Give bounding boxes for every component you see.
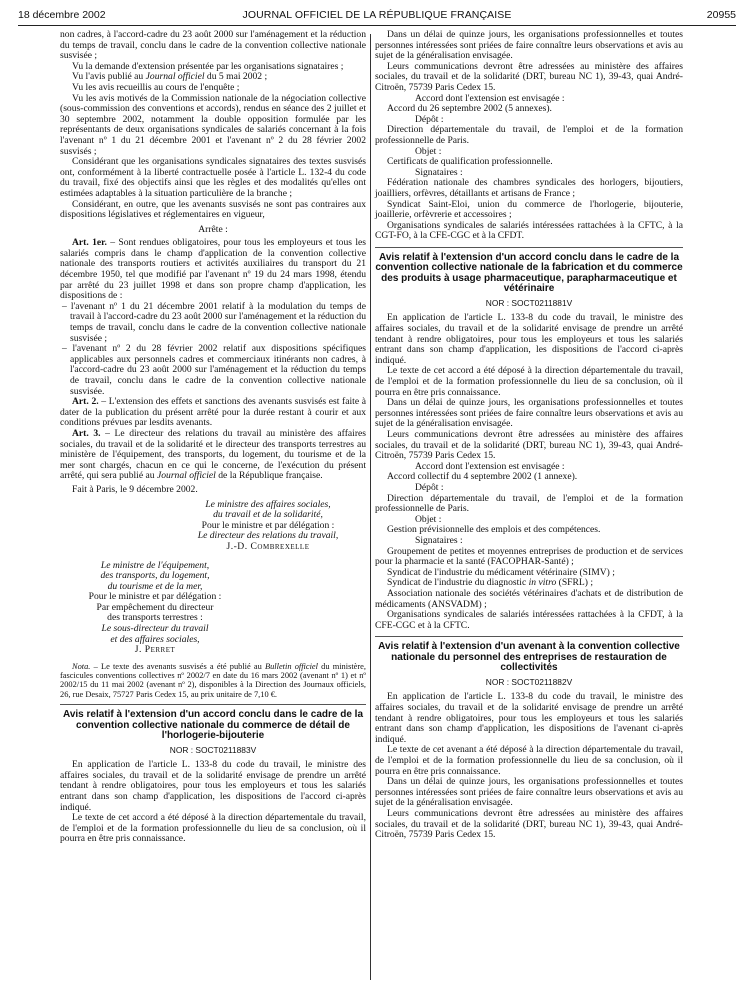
text-run: Syndicat de l'industrie du diagnostic [387,577,529,589]
field-value: Accord du 26 septembre 2002 (5 annexes). [387,103,552,115]
nota-note [60,662,366,699]
field-label: Signataires : [415,534,463,546]
signature-block-1 [170,500,366,553]
paragraph: Dans un délai de quinze jours, les organisations professionnelles et toutes personnes intéressées sont priées de faire connaître leurs observations et avis au sujet de la généralisation envisagée. [375,29,683,62]
signatory: Groupement de petites et moyennes entreprises de production et de services pour la pharmacie et la santé (FACOPHAR-Santé) ; [375,545,683,568]
signature-line: du tourisme et de la mer, [107,580,203,592]
signatory: Fédération nationale des chambres syndicales des horlogers, bijoutiers, joailliers, orfèvres, détaillants et artisans de France ; [375,177,683,199]
field-value: Certificats de qualification professionnelle. [387,156,553,168]
header-journal-title: JOURNAL OFFICIEL DE LA RÉPUBLIQUE FRANÇAISE [242,9,512,21]
article-1 [60,238,366,302]
signature-line: Pour le ministre et par délégation : [88,591,222,603]
column-divider [370,34,371,980]
list-item: – l'avenant nº 1 du 21 décembre 2001 relatif à la modulation du temps de travail à l'accord-cadre du 23 août 2000 sur l'aménagement et la réduction du temps de travail, conclu dans le cadre de la convention collective nationale susvisée ; [62,300,366,344]
paragraph: En application de l'article L. 133-8 du code du travail, le ministre des affaires sociales, du travail et de la solidarité envisage de prendre un arrêté tendant à rendre obligatoires, pour tous les employeurs et tous les salariés entrant dans son champ d'application, les dispositions de l'accord ci-après indiqué. [60,759,366,813]
nor-reference: NOR : SOCT0211882V [485,676,573,687]
signature-line: Le ministre de l'équipement, [100,559,210,571]
header-rule [18,25,736,26]
left-column [60,30,366,845]
signature-line: Le ministre des affaires sociales, [205,498,331,510]
signing-date: Fait à Paris, le 9 décembre 2002. [72,483,198,495]
paragraph: Le texte de cet accord a été déposé à la direction départementale du travail, de l'emploi et de la formation professionnelle du lieu de sa conclusion, où il pourra en être pris connaissance. [375,365,683,398]
nor-reference: NOR : SOCT0211883V [169,744,257,755]
text-run: – Le texte des avenants susvisés a été publié au [90,661,265,671]
section-divider [60,704,366,705]
text-run: du ministère, fascicules conventions collectives nº 2002/7 en date du 16 mars 2002 (avenant nº 1) et nº 2002/15 du 11 mai 2002 (avenant nº 2), disponibles à la Direction des Journaux officiels, 26, rue Desaix, 75727 Paris Cedex 15, au prix unitaire de 7,10 €. [60,661,366,699]
field-label: Objet : [415,513,442,525]
signature-line: des transports, du logement, [100,570,210,582]
note-label: Nota. [72,661,91,671]
paragraph: Leurs communications devront être adressées au ministère des affaires sociales, du travail et de la solidarité (DRT, bureau NC 1), 39-43, quai André-Citroën, 75739 Paris Cedex 15. [375,60,683,93]
field-value: Direction départementale du travail, de l'emploi et de la formation professionnelle de Paris. [375,492,683,515]
signature-block-2 [60,561,250,656]
signature-line: Par empêchement du directeur [96,601,214,613]
avis-title: Avis relatif à l'extension d'un avenant à la convention collective nationale du personnel des entreprises de restauration de collectivités [378,641,680,674]
paragraph: Dans un délai de quinze jours, les organisations professionnelles et toutes personnes intéressées sont priées de faire connaître leurs observations et avis au sujet de la généralisation envisagée. [375,397,683,430]
field-label: Dépôt : [415,113,444,125]
paragraph: Vu les avis recueillis au cours de l'enquête ; [72,81,240,93]
field-value: Direction départementale du travail, de l'emploi et de la formation professionnelle de Paris. [375,124,683,146]
text-run: – Sont rendues obligatoires, pour tous les employeurs et tous les salariés compris dans le champ d'application de la convention collective nationale des transports routiers et activités auxiliaires du transport du 21 décembre 1950, tel que modifié par l'avenant nº 19 du 24 mars 1998, étendu par arrêté du 23 juillet 1998 et dans son propre champ d'application, les dispositions de : [60,237,366,302]
field-label: Accord dont l'extension est envisagée : [415,460,565,472]
signature-line: Pour le ministre et par délégation : [201,519,335,531]
signatory: Organisations syndicales de salariés intéressées rattachées à la CFDT, à la CFE-CGC et à la CFTC. [375,609,683,631]
section-divider [375,636,683,637]
paragraph: non cadres, à l'accord-cadre du 23 août 2000 sur l'aménagement et la réduction du temps de travail, conclu dans le cadre de la convention collective nationale susvisée ; [60,29,366,62]
signatory: Syndicat Saint-Eloi, union du commerce de l'horlogerie, bijouterie, joaillerie, orfèvrerie et accessoires ; [375,198,683,221]
signatory: Association nationale des sociétés vétérinaires d'achats et de distribution de médicaments (ANSVADM) ; [375,587,683,610]
header-date: 18 décembre 2002 [18,9,106,21]
paragraph: Considérant que les organisations syndicales signataires des textes susvisés ont, conformément à la liberté contractuelle posée à l'article L. 132-4 du code du travail, fixé des objectifs ainsi que les règles et des modalités qu'elles ont estimées adaptables à la situation particulière de la branche ; [60,156,366,199]
text-run: – L'extension des effets et sanctions des avenants susvisés est faite à dater de la publication du présent arrêté pour la durée restant à courir et aux conditions prévues par lesdits avenants. [60,396,367,429]
article-label: Art. 3. [72,427,101,439]
header-page-number: 20955 [706,9,736,21]
avis-title: Avis relatif à l'extension d'un accord conclu dans le cadre de la convention collective nationale du commerce de détail de l'horlogerie-bijouterie [62,709,364,742]
right-column [375,30,683,841]
field-value: Gestion prévisionnelle des emplois et des compétences. [387,524,601,536]
paragraph: Considérant, en outre, que les avenants susvisés ne sont pas contraires aux dispositions législatives et réglementaires en vigueur, [60,198,366,221]
paragraph: Vu les avis motivés de la Commission nationale de la négociation collective (sous-commission des conventions et accords), rendus en séance des 2 juillet et 30 septembre 2002, notamment la double opposition formulée par les représentants de deux organisations syndicales de salariés concernant à la fois l'avenant nº 1 du 21 décembre 2001 et l'avenant nº 2 du 28 février 2002 susvisés ; [60,92,366,157]
list-item: – l'avenant nº 2 du 28 février 2002 relatif aux dispositions spécifiques applicables aux personnels cadres et commerciaux itinérants non cadres, à l'accord-cadre du 23 août 2000 sur l'aménagement et la réduction du temps de travail, conclu dans le cadre de la convention collective nationale susvisée. [62,343,366,397]
signature-line: des transports terrestres : [107,612,203,624]
paragraph: Vu la demande d'extension présentée par les organisations signataires ; [72,60,344,72]
field-value: Accord collectif du 4 septembre 2002 (1 annexe). [387,471,578,483]
journal-reference: Journal officiel [156,470,216,482]
page-header [18,9,736,23]
bulletin-reference: Bulletin officiel [265,661,318,671]
latin-term: in vitro [528,577,557,589]
text-run: – Le directeur des relations du travail au ministère des affaires sociales, du travail et de la solidarité et le directeur des transports terrestres au ministère de l'équipement, des transports, du logement, du tourisme et de la mer sont chargés, chacun en ce qui le concerne, de l'exécution du présent arrêté, qui sera publié au [60,427,367,482]
paragraph: Leurs communications devront être adressées au ministère des affaires sociales, du travail et de la solidarité (DRT, bureau NC 1), 39-43, quai André-Citroën, 75739 Paris Cedex 15. [375,429,683,462]
arrete-heading: Arrête : [198,223,228,235]
signatory: Syndicat de l'industrie du médicament vétérinaire (SIMV) ; [387,566,615,578]
paragraph: Dans un délai de quinze jours, les organisations professionnelles et toutes personnes intéressées sont priées de faire connaître leurs observations et avis au sujet de la généralisation envisagée. [375,776,683,809]
paragraph: Leurs communications devront être adressées au ministère des affaires sociales, du travail et de la solidarité (DRT, bureau NC 1), 39-43, quai André-Citroën, 75739 Paris Cedex 15. [375,807,683,841]
signature-line: Le sous-directeur du travail [101,623,209,635]
section-divider [375,247,683,248]
field-label: Dépôt : [415,481,444,493]
paragraph: En application de l'article L. 133-8 du code du travail, le ministre des affaires sociales, du travail et de la solidarité envisage de prendre un arrêté tendant à rendre obligatoires, pour tous les employeurs et tous les salariés entrant dans son champ d'application, les dispositions de l'accord ci-après indiqué. [375,312,683,366]
signatory: Organisations syndicales de salariés intéressées rattachées à la CFTC, à la CGT-FO, à la CFE-CGC et à la CFDT. [375,219,683,242]
text-run: du 5 mai 2002 ; [204,71,268,83]
article-3 [60,429,366,482]
signature-line: Le directeur des relations du travail, [197,530,339,542]
signature-line: du travail et de la solidarité, [213,509,323,521]
paragraph: Le texte de cet accord a été déposé à la direction départementale du travail, de l'emploi et de la formation professionnelle du lieu de sa conclusion, où il pourra en être pris connaissance. [60,812,366,845]
signatory-name: J.-D. Combrexelle [226,540,310,552]
signature-line: et des affaires sociales, [110,633,200,645]
article-label: Art. 2. [72,396,99,408]
journal-reference: Journal officiel [145,71,205,83]
avis-title: Avis relatif à l'extension d'un accord conclu dans le cadre de la convention collective nationale de la fabrication et du commerce des produits à usage pharmaceutique, parapharmaceutique et vétérinaire [375,251,683,295]
field-label: Signataires : [415,166,463,178]
signatory-name: J. Perret [134,644,176,656]
paragraph: En application de l'article L. 133-8 du code du travail, le ministre des affaires sociales, du travail et de la solidarité envisage de prendre un arrêté tendant à rendre obligatoires, pour tous les employeurs et tous les salariés entrant dans son champ d'application, les dispositions de l'avenant ci-après indiqué. [375,691,683,745]
article-label: Art. 1er. [72,237,107,249]
text-run: de la République française. [215,470,323,482]
nor-reference: NOR : SOCT0211881V [485,297,573,308]
text-run: (SFRL) ; [556,577,594,589]
field-label: Objet : [415,145,442,157]
field-label: Accord dont l'extension est envisagée : [415,92,565,104]
text-run: Vu l'avis publié au [72,71,146,83]
paragraph: Le texte de cet avenant a été déposé à la direction départementale du travail, de l'emploi et de la formation professionnelle du lieu de sa conclusion, où il pourra en être pris connaissance. [375,744,683,777]
article-2 [60,397,366,429]
